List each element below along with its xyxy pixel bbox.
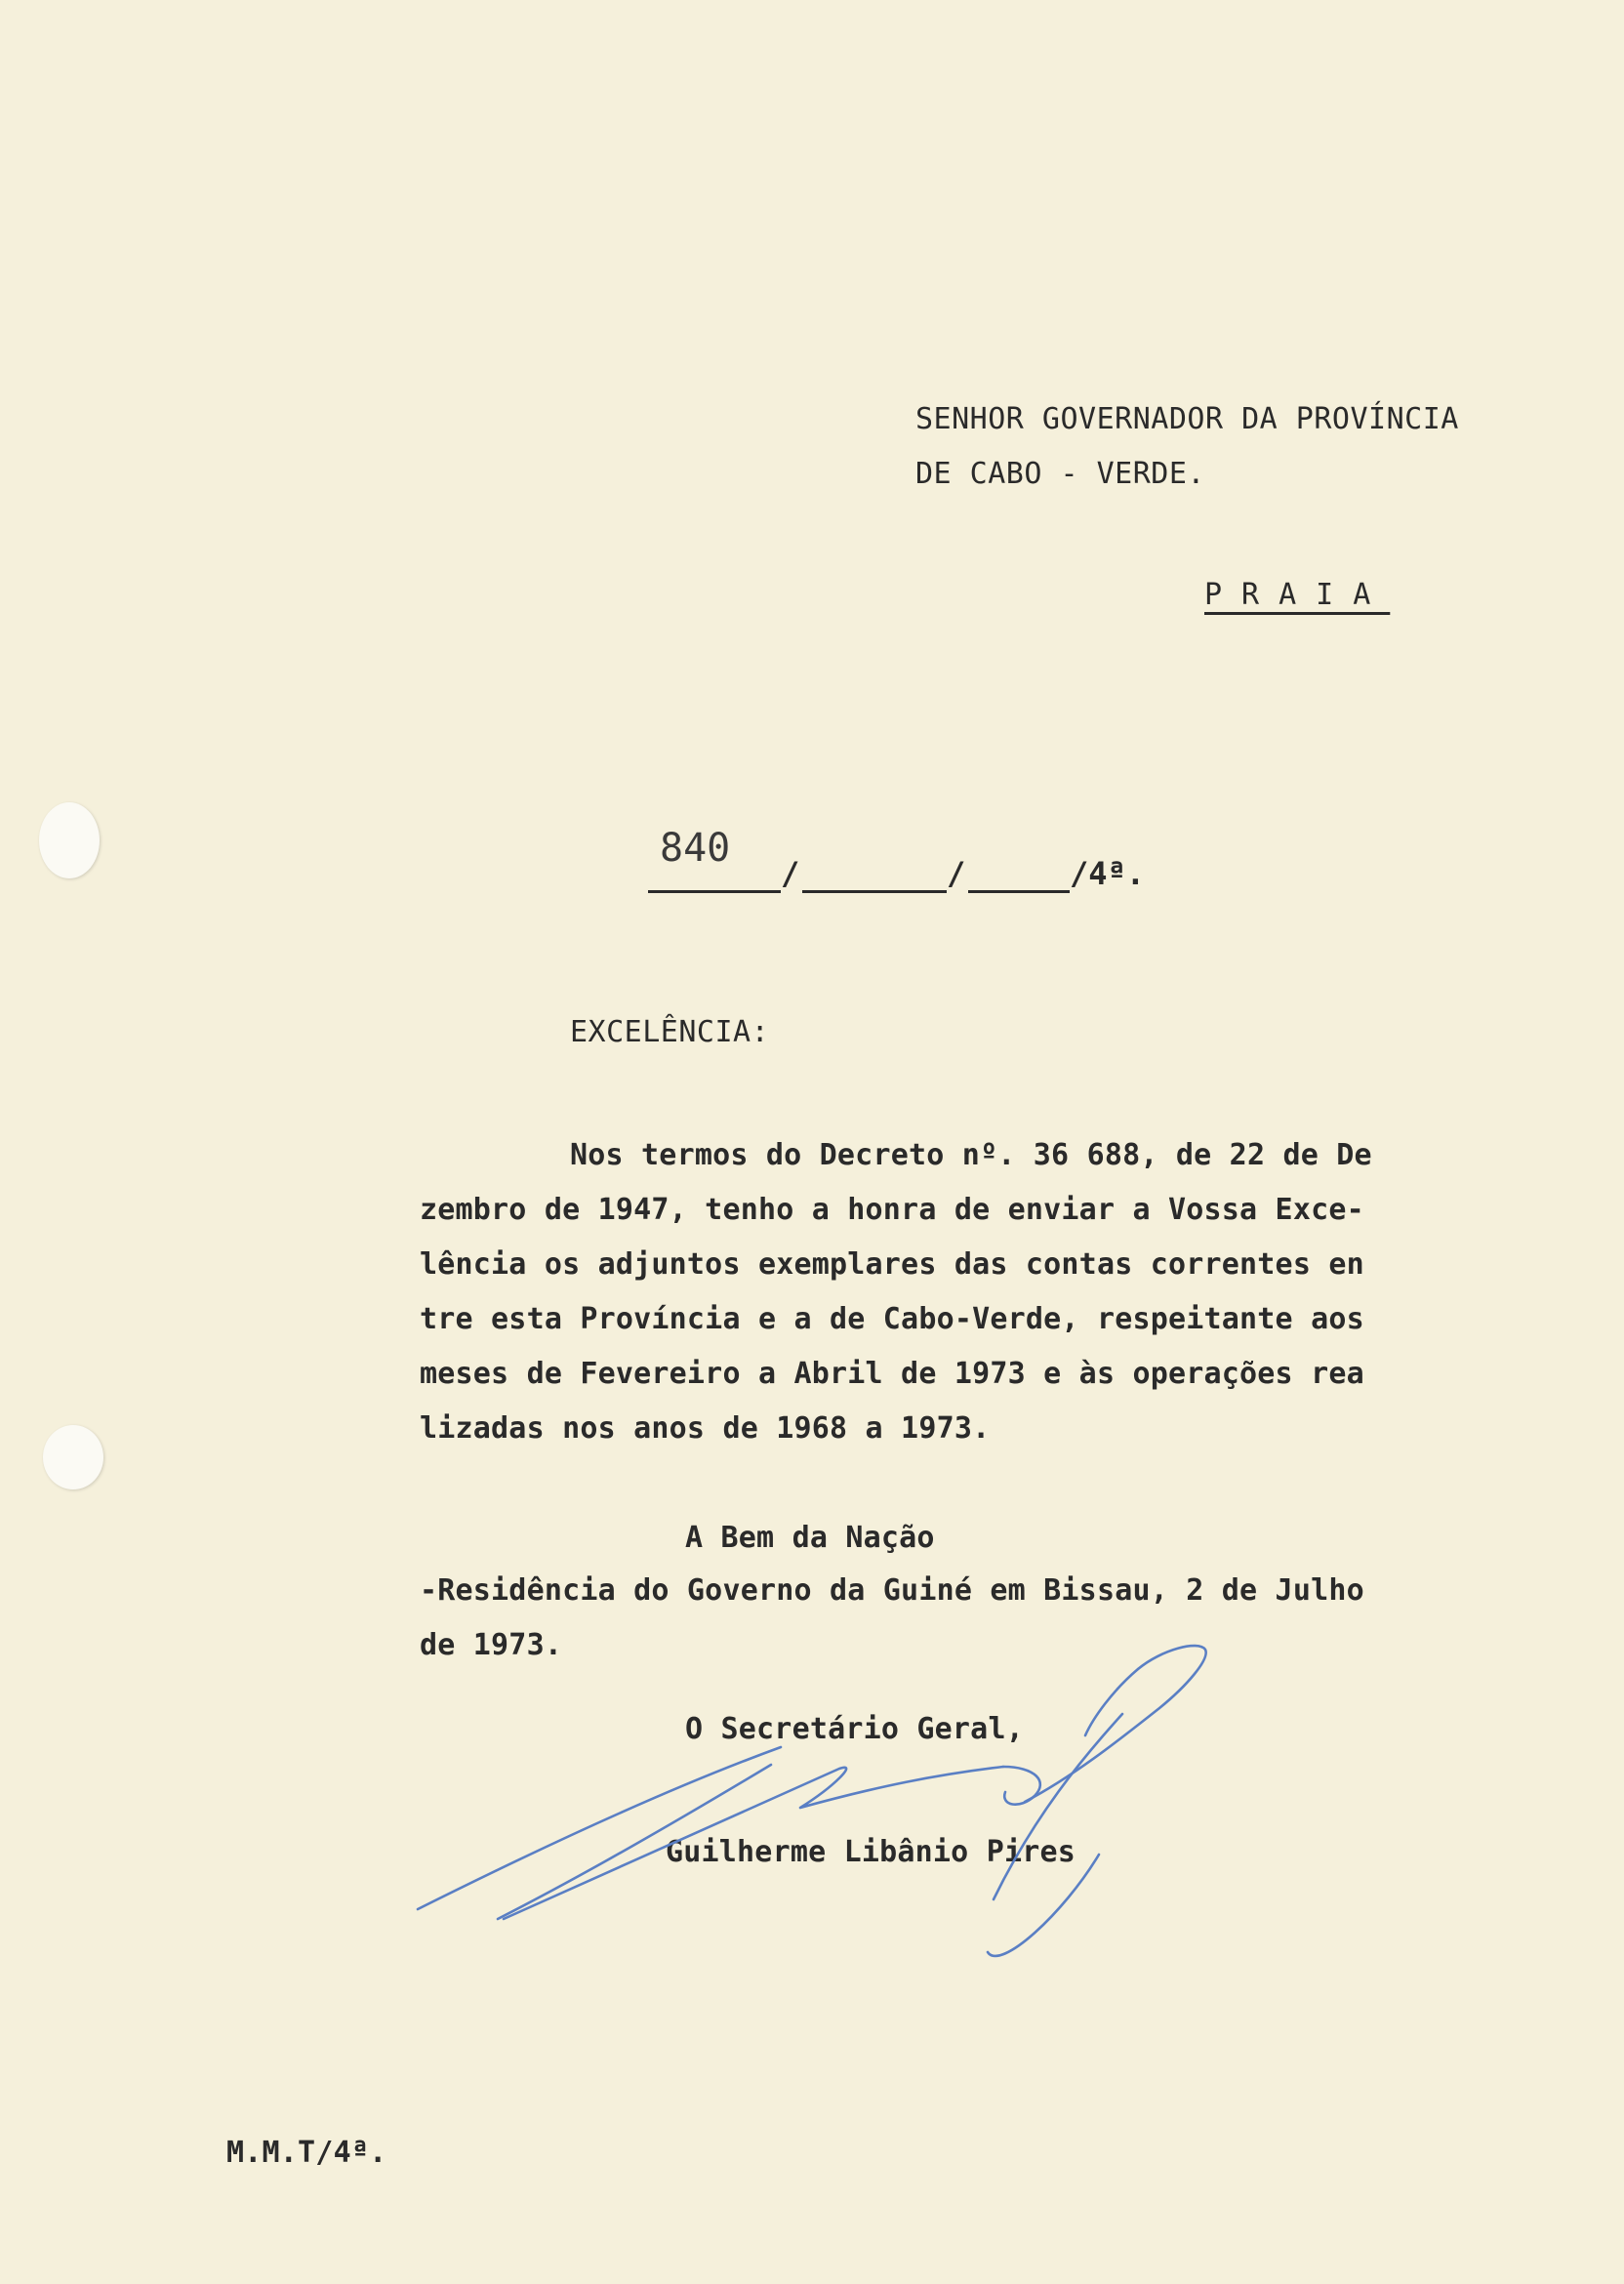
signature-title: O Secretário Geral,: [685, 1712, 1024, 1746]
closing-place-line-2: de 1973.: [420, 1628, 563, 1662]
body-line-1: Nos termos do Decreto nº. 36 688, de 22 de De: [570, 1138, 1372, 1172]
punch-hole-top: [39, 802, 100, 878]
body-line-5: meses de Fevereiro a Abril de 1973 e às operações rea: [420, 1357, 1364, 1391]
body-line-3: lência os adjuntos exemplares das contas correntes en: [420, 1247, 1364, 1282]
body-line-4: tre esta Província e a de Cabo-Verde, respeitante aos: [420, 1302, 1364, 1336]
body-line-2: zembro de 1947, tenho a honra de enviar a Vossa Exce-: [420, 1193, 1364, 1227]
address-line-1: SENHOR GOVERNADOR DA PROVÍNCIA: [915, 402, 1459, 436]
closing-place-line-1: -Residência do Governo da Guiné em Bissau, 2 de Julho: [420, 1573, 1364, 1608]
punch-hole-bottom: [43, 1425, 103, 1489]
salutation: EXCELÊNCIA:: [570, 1015, 770, 1049]
body-line-6: lizadas nos anos de 1968 a 1973.: [420, 1411, 991, 1446]
reference-slash-2: /: [947, 855, 966, 892]
closing-motto: A Bem da Nação: [685, 1521, 935, 1555]
reference-number: 840: [660, 826, 731, 871]
reference-blank-2: [802, 890, 947, 893]
reference-slash-1: /: [781, 855, 800, 892]
reference-blank-1: [648, 890, 781, 893]
reference-suffix: /4ª.: [1070, 855, 1146, 892]
footer-reference: M.M.T/4ª.: [226, 2136, 387, 2170]
address-line-2: DE CABO - VERDE.: [915, 457, 1205, 491]
address-city: PRAIA: [1204, 578, 1391, 612]
signature-name: Guilherme Libânio Pires: [666, 1835, 1076, 1869]
reference-blank-3: [968, 890, 1070, 893]
